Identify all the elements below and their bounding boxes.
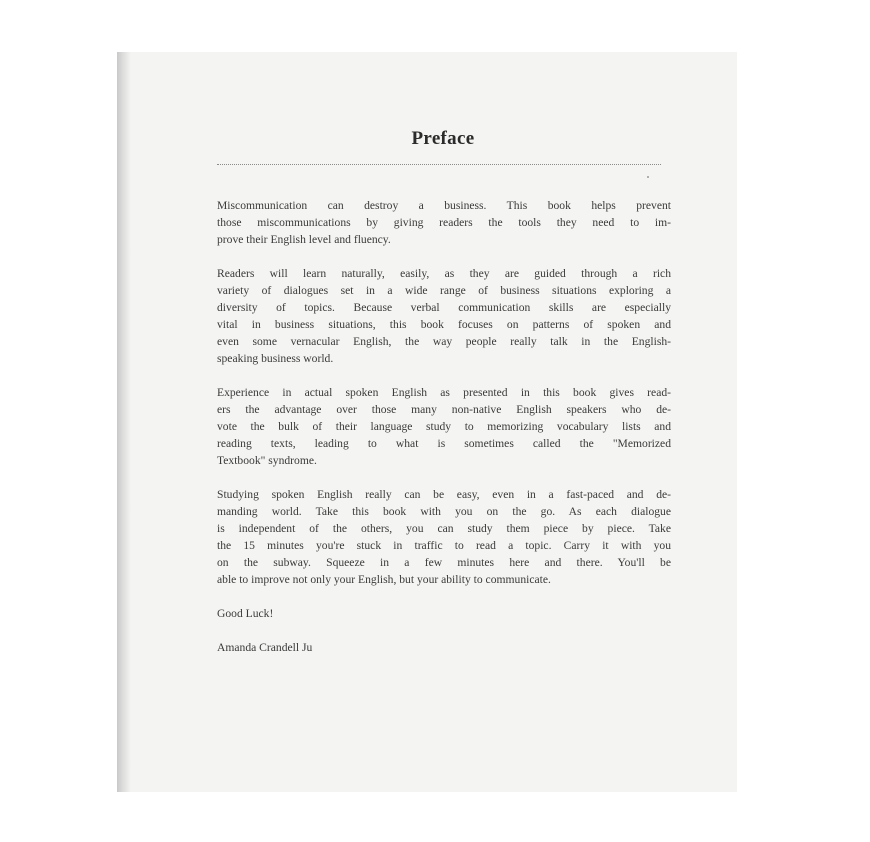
author-signature: Amanda Crandell Ju — [217, 641, 313, 654]
text-line: the 15 minutes you're stuck in traffic to read a topic. Carry it with you — [217, 539, 671, 552]
page-title: Preface — [411, 128, 475, 149]
paragraph-1 — [217, 197, 671, 248]
text-line: diversity of topics. Because verbal communication skills are especially — [217, 301, 671, 314]
text-line: variety of dialogues set in a wide range of business situations exploring a — [217, 284, 671, 297]
paragraph-3 — [217, 384, 671, 469]
text-line: is independent of the others, you can study them piece by piece. Take — [217, 522, 671, 535]
page-gutter-shadow — [117, 52, 131, 792]
text-line: those miscommunications by giving readers the tools they need to im- — [217, 216, 671, 229]
text-line: Experience in actual spoken English as presented in this book gives read- — [217, 386, 671, 399]
text-line: Textbook" syndrome. — [217, 454, 317, 467]
text-line: reading texts, leading to what is sometimes called the "Memorized — [217, 437, 671, 450]
paragraph-2 — [217, 265, 671, 367]
stray-dot-mark — [647, 176, 649, 178]
text-line: prove their English level and fluency. — [217, 233, 391, 246]
text-line: even some vernacular English, the way people really talk in the English- — [217, 335, 671, 348]
text-line: able to improve not only your English, but your ability to communicate. — [217, 573, 551, 586]
preface-body — [217, 197, 671, 673]
text-line: vote the bulk of their language study to memorizing vocabulary lists and — [217, 420, 671, 433]
text-line: Readers will learn naturally, easily, as they are guided through a rich — [217, 267, 671, 280]
text-line: ers the advantage over those many non-native English speakers who de- — [217, 403, 671, 416]
title-dotted-rule — [217, 164, 661, 165]
scanned-page — [117, 52, 737, 792]
text-line: speaking business world. — [217, 352, 334, 365]
text-line: Studying spoken English really can be easy, even in a fast-paced and de- — [217, 488, 671, 501]
text-line: vital in business situations, this book focuses on patterns of spoken and — [217, 318, 671, 331]
closing-line: Good Luck! — [217, 607, 274, 620]
text-line: Miscommunication can destroy a business. This book helps prevent — [217, 199, 671, 212]
paragraph-4 — [217, 486, 671, 588]
text-line: manding world. Take this book with you on the go. As each dialogue — [217, 505, 671, 518]
text-line: on the subway. Squeeze in a few minutes here and there. You'll be — [217, 556, 671, 569]
